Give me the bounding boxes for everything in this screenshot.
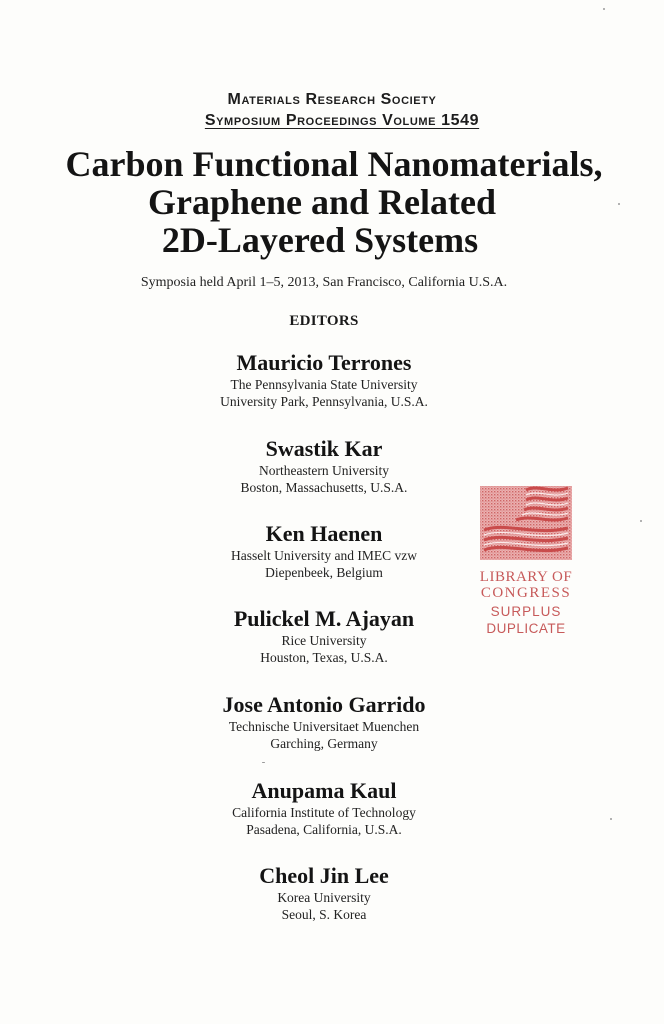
editors-heading: EDITORS (289, 313, 359, 329)
editor-name: Ken Haenen (265, 521, 383, 546)
editor-location: Pasadena, California, U.S.A. (246, 822, 402, 837)
editor-location: Diepenbeek, Belgium (265, 565, 383, 580)
editor-location: Garching, Germany (270, 736, 378, 751)
editor-affiliation: Northeastern University (258, 463, 390, 478)
editor-affiliation: Hasselt University and IMEC vzw (231, 548, 417, 563)
editor-affiliation: Technische Universitaet Muenchen (228, 719, 420, 734)
flag-stamp-icon (476, 482, 576, 564)
stamp-line-2: CONGRESS (480, 585, 572, 601)
stamp-line-3: SURPLUS (490, 604, 562, 619)
editor-location: University Park, Pennsylvania, U.S.A. (220, 394, 428, 409)
editor-name: Pulickel M. Ajayan (233, 606, 415, 631)
editor-name: Anupama Kaul (251, 778, 397, 803)
editor-affiliation: The Pennsylvania State University (230, 377, 418, 392)
stamp-line-4: DUPLICATE (486, 621, 566, 636)
editor-block (0, 692, 648, 752)
scan-speck (610, 818, 612, 820)
editor-block (0, 778, 648, 838)
society-name: Materials Research Society (227, 91, 437, 108)
book-title-line-3: 2D-Layered Systems (161, 220, 479, 260)
volume-line: Symposium Proceedings Volume 1549 (204, 112, 480, 129)
symposia-note: Symposia held April 1–5, 2013, San Francisco, California U.S.A. (140, 275, 508, 290)
scan-speck (262, 762, 265, 763)
library-stamp (476, 482, 576, 642)
scan-speck (603, 8, 605, 10)
editor-block (0, 350, 648, 410)
editor-block (0, 863, 648, 923)
book-title-line-1: Carbon Functional Nanomaterials, (65, 144, 603, 184)
editor-affiliation: Korea University (277, 890, 371, 905)
book-title-line-2: Graphene and Related (147, 182, 496, 222)
scan-speck (618, 203, 620, 205)
stamp-line-1: LIBRARY OF (479, 569, 573, 585)
editor-name: Swastik Kar (265, 436, 383, 461)
editor-affiliation: California Institute of Technology (232, 805, 416, 820)
editor-location: Seoul, S. Korea (281, 907, 367, 922)
editor-name: Mauricio Terrones (236, 350, 412, 375)
editor-location: Houston, Texas, U.S.A. (260, 650, 388, 665)
editor-affiliation: Rice University (281, 633, 367, 648)
editor-name: Jose Antonio Garrido (222, 692, 426, 717)
editor-location: Boston, Massachusetts, U.S.A. (240, 480, 408, 495)
scan-speck (640, 520, 642, 522)
editor-name: Cheol Jin Lee (259, 863, 389, 888)
